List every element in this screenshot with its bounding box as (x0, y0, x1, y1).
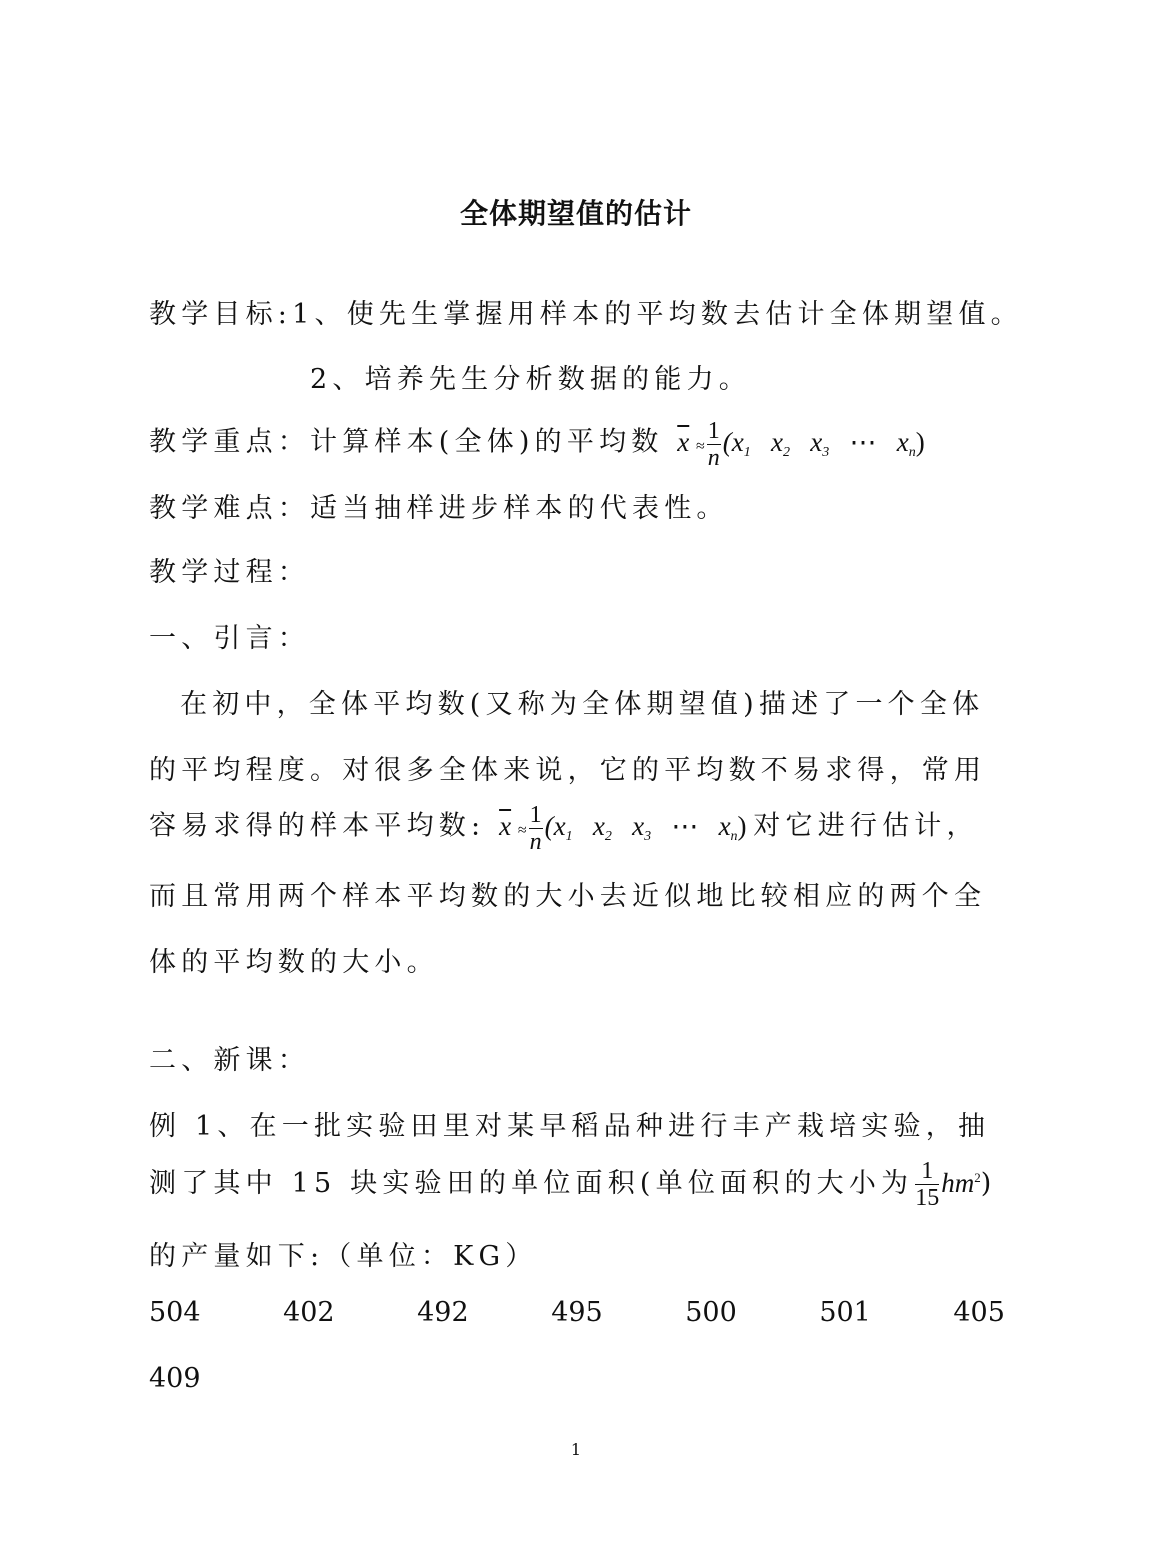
example-line-2-post: ) (980, 1168, 997, 1199)
yield-value: 492 (417, 1297, 469, 1328)
teaching-process-label: 教学过程： (149, 557, 310, 588)
key-point-text: 教学重点：计算样本(全体)的平均数 (149, 426, 664, 458)
intro-line-4: 而且常用两个样本平均数的大小去近似地比较相应的两个全 (149, 881, 987, 912)
yield-value: 500 (685, 1297, 737, 1328)
section-2-heading: 二、新课： (149, 1045, 310, 1076)
yield-value: 504 (149, 1297, 201, 1328)
example-line-1: 例 1、在一批实验田里对某早稻品种进行丰产栽培实验，抽 (149, 1111, 991, 1142)
teaching-difficulty: 教学难点：适当抽样进步样本的代表性。 (149, 493, 729, 524)
page-number: 1 (570, 1440, 582, 1459)
unit-fraction: $\frac{1}{15}$ (915, 1158, 940, 1211)
yield-value: 402 (283, 1297, 335, 1328)
example-line-3: 的产量如下:（单位：KG） (149, 1241, 538, 1272)
document-title: 全体期望值的估计 (459, 197, 692, 230)
example-line-2-pre: 测了其中 15 块实验田的单位面积(单位面积的大小为 (149, 1168, 914, 1199)
teaching-goal-2: 2、培养先生分析数据的能力。 (310, 364, 751, 395)
intro-line-2: 的平均程度。对很多全体来说，它的平均数不易求得，常用 (149, 755, 987, 786)
intro-line-3 (149, 802, 979, 855)
section-1-heading: 一、引言： (149, 623, 310, 654)
yield-values-row (149, 1297, 1005, 1328)
intro-line-5: 体的平均数的大小。 (149, 947, 439, 978)
mean-formula-inline: $\overline{x}$ ≈ $\frac{1}{n}$ ($x_1$ $x_2$ $x_3$ ⋯ $x_n$) (499, 802, 747, 855)
mean-formula: $\overline{x}$ ≈ $\frac{1}{n}$ ($x_1$ $x_2$ $x_3$ ⋯ $x_n$) (677, 418, 925, 471)
yield-value: 501 (819, 1297, 871, 1328)
teaching-goal-1: 1、使先生掌握用样本的平均数去估计全体期望值。 (292, 299, 1023, 330)
yield-value: 405 (953, 1297, 1005, 1328)
intro-line-3-pre: 容易求得的样本平均数: (149, 810, 486, 842)
teaching-goal-line (149, 292, 1023, 331)
intro-line-1: 在初中，全体平均数(又称为全体期望值)描述了一个全体 (180, 689, 985, 720)
key-point-line (149, 418, 925, 471)
teaching-goal-label: 教学目标: (149, 299, 293, 330)
example-line-2 (149, 1158, 997, 1211)
yield-value-row-2: 409 (149, 1363, 201, 1394)
unit-hm2: $hm^2$ (941, 1168, 981, 1198)
intro-line-3-post: 对它进行估计， (753, 810, 979, 842)
yield-value: 495 (551, 1297, 603, 1328)
